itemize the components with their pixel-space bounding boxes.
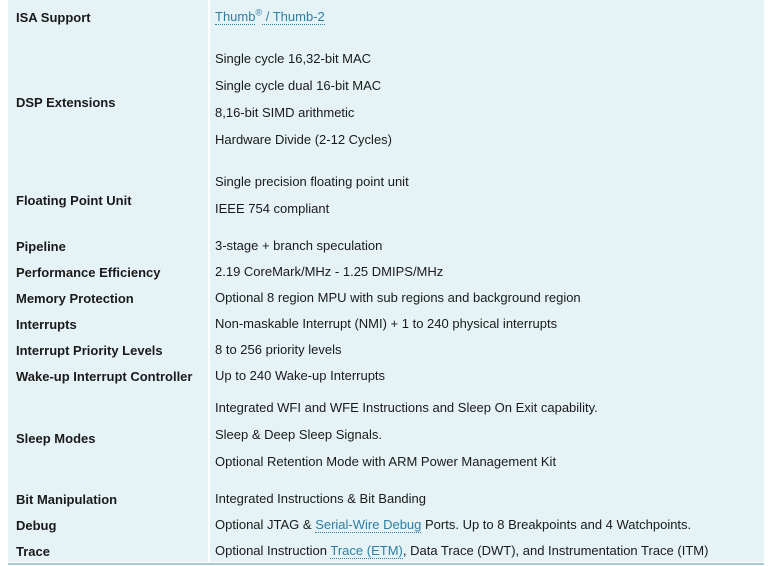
row-label: Bit Manipulation <box>16 491 118 507</box>
row-debug <box>8 515 764 535</box>
row-value <box>215 515 764 535</box>
row-value <box>215 541 764 561</box>
row-label: Interrupts <box>16 316 77 332</box>
row-value <box>215 236 764 256</box>
row-trace <box>8 541 764 561</box>
value-text: Ports. Up to 8 Breakpoints and 4 Watchpoints. <box>421 517 692 532</box>
row-label: ISA Support <box>16 9 91 25</box>
row-value <box>215 34 764 170</box>
row-value <box>215 366 764 386</box>
value-line: 3-stage + branch speculation <box>215 238 383 253</box>
row-isa-support <box>8 0 764 34</box>
row-label: Pipeline <box>16 238 66 254</box>
value-line: 8,16-bit SIMD arithmetic <box>215 105 355 120</box>
row-interrupts <box>8 314 764 334</box>
row-label: DSP Extensions <box>16 94 116 110</box>
row-interrupt-priority-levels <box>8 340 764 360</box>
value-line: Hardware Divide (2-12 Cycles) <box>215 132 392 147</box>
row-pipeline <box>8 236 764 256</box>
link-serial-wire-debug[interactable]: Serial-Wire Debug <box>315 517 422 532</box>
value-line: Single cycle 16,32-bit MAC <box>215 51 372 66</box>
link-thumb[interactable]: Thumb <box>215 9 256 24</box>
row-value <box>215 314 764 334</box>
value-text: Optional Instruction <box>215 543 331 558</box>
row-label: Debug <box>16 517 57 533</box>
row-dsp-extensions <box>8 34 764 170</box>
value-line <box>215 517 691 533</box>
row-memory-protection <box>8 288 764 308</box>
row-performance-efficiency <box>8 262 764 282</box>
link-thumb-2[interactable]: / Thumb-2 <box>262 9 325 24</box>
row-sleep-modes <box>8 390 764 486</box>
row-label: Memory Protection <box>16 290 134 306</box>
value-line: Up to 240 Wake-up Interrupts <box>215 368 386 383</box>
row-value <box>215 340 764 360</box>
row-value <box>215 390 764 486</box>
value-line: 8 to 256 priority levels <box>215 342 342 357</box>
value-line: Single cycle dual 16-bit MAC <box>215 78 382 93</box>
value-line: IEEE 754 compliant <box>215 201 330 216</box>
row-value <box>215 262 764 282</box>
link-trace-etm[interactable]: Trace (ETM) <box>330 543 403 558</box>
row-label: Performance Efficiency <box>16 264 161 280</box>
row-label: Interrupt Priority Levels <box>16 342 163 358</box>
row-value <box>215 0 764 34</box>
row-value <box>215 170 764 230</box>
row-label: Floating Point Unit <box>16 192 132 208</box>
value-line: Sleep & Deep Sleep Signals. <box>215 427 382 442</box>
row-bit-manipulation <box>8 489 764 509</box>
row-value <box>215 489 764 509</box>
spec-table <box>8 0 764 566</box>
value-line <box>215 543 708 559</box>
value-line: 2.19 CoreMark/MHz - 1.25 DMIPS/MHz <box>215 264 444 279</box>
row-wake-up-interrupt-controller <box>8 366 764 386</box>
value-line: Optional Retention Mode with ARM Power Management Kit <box>215 454 557 469</box>
row-label: Wake-up Interrupt Controller <box>16 368 193 384</box>
row-value <box>215 288 764 308</box>
value-line: Optional 8 region MPU with sub regions and background region <box>215 290 581 305</box>
value-text: , Data Trace (DWT), and Instrumentation Trace (ITM) <box>402 543 709 558</box>
registered-mark[interactable]: ® <box>255 7 263 18</box>
value-line: Integrated Instructions & Bit Banding <box>215 491 427 506</box>
value-line: Non-maskable Interrupt (NMI) + 1 to 240 physical interrupts <box>215 316 558 331</box>
row-label: Sleep Modes <box>16 430 96 446</box>
value-line: Single precision floating point unit <box>215 174 409 189</box>
value-line <box>215 9 325 25</box>
value-line: Integrated WFI and WFE Instructions and Sleep On Exit capability. <box>215 400 598 415</box>
row-label: Trace <box>16 543 50 559</box>
value-text: Optional JTAG & <box>215 517 316 532</box>
table-bottom-rule <box>8 562 764 566</box>
row-floating-point-unit <box>8 170 764 230</box>
